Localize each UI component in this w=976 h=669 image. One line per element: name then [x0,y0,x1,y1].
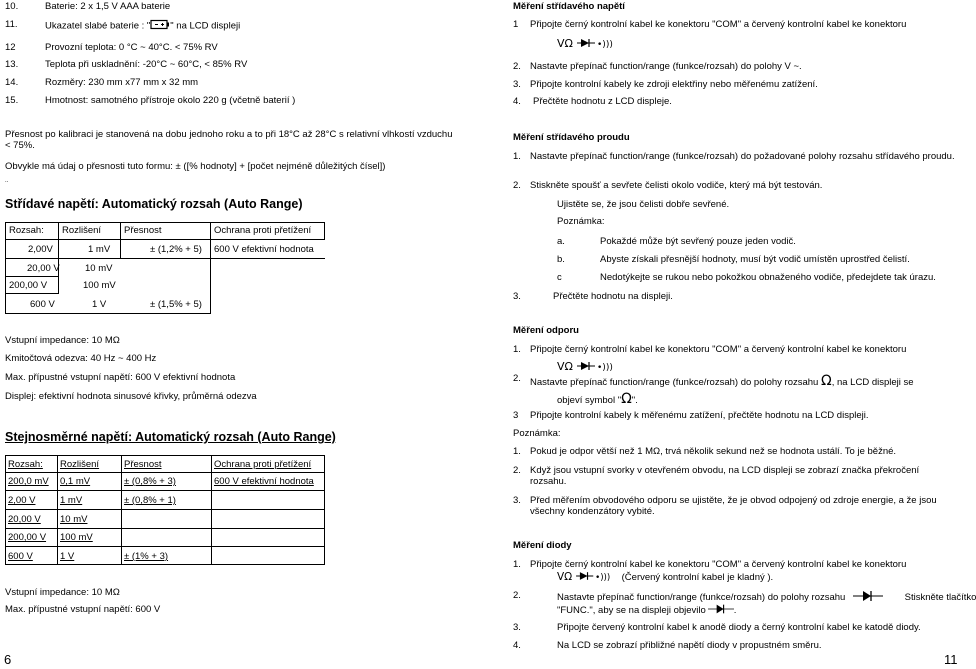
spec-num: 11. [5,19,18,30]
svg-text:•))): •))) [595,572,611,583]
spec-num: 10. [5,1,19,12]
dcv-note: Max. přípustné vstupní napětí: 600 V [5,604,161,615]
step-text: Přečtěte hodnotu na displeji. [553,291,673,302]
table-cell: ± (1% + 3) [124,551,169,562]
step-num: 2. [513,465,521,476]
step-num: 1 [513,19,519,30]
spec-num: 14. [5,77,19,88]
spec-text: Ukazatel slabé baterie : " " na LCD displeji [45,20,241,32]
step-num: 3. [513,79,521,90]
accuracy-note: Přesnost po kalibraci je stanovená na dobu jednoho roku a to při 18°C až 28°C s relativní vlhkostí vzduchu < 75%. [5,129,453,152]
table-cell: 2,00V [28,244,53,255]
step-num: 2. [513,373,521,384]
step-num: 3. [513,622,521,633]
table-cell: 600 V [8,551,33,562]
step-num: 4. [513,640,521,651]
table-cell: 20,00 V [27,263,60,274]
step-text: Nastavte přepínač function/range (funkce/rozsah) do polohy rozsahu Ω, na LCD displeji se [530,373,914,389]
dcv-note: Vstupní impedance: 10 MΩ [5,587,120,598]
step-text: objeví symbol "Ω". [557,391,638,407]
step-num: 2. [513,590,521,601]
jack-symbol-icon [557,36,622,53]
omega-symbol: Ω [621,391,632,407]
step-num: 1. [513,344,521,355]
step-num: 1. [513,151,521,162]
svg-text:•))): •))) [597,363,613,373]
ac-current-title: Měření střídavého proudu [513,132,630,143]
table-cell: 100 mV [60,532,93,543]
step-text: VΩ •))) (Červený kontrolní kabel je kladný ). [557,569,773,586]
acv-note: Max. přípustné vstupní napětí: 600 V efektivní hodnota [5,372,236,383]
svg-text:VΩ: VΩ [557,360,573,373]
step-num: 3. [513,495,521,506]
table-cell: 1 mV [88,244,111,255]
check-text: Ujistěte se, že jsou čelisti dobře sevřené. [557,199,730,210]
note-text: Před měřením obvodového odporu se ujistěte, že je obvod odpojený od zdroje energie, a že jsou všechny kondenzátory vybité. [530,495,937,518]
table-header: Přesnost [124,225,162,236]
jack-symbol-icon [557,569,619,586]
table-header: Ochrana proti přetížení [214,459,312,470]
table-cell: 10 mV [60,514,88,525]
step-num: 3 [513,410,519,421]
battery-icon [150,19,170,33]
dcv-title: Stejnosměrné napětí: Automatický rozsah (Auto Range) [5,430,336,444]
step-text: Připojte černý kontrolní kabel ke konektoru "COM" a červený kontrolní kabel ke konektoru [530,344,907,355]
table-header: Přesnost [124,459,162,470]
step-num: 3. [513,291,521,302]
diode-title: Měření diody [513,540,572,551]
note-letter: c [557,272,562,283]
step-text: Připojte kontrolní kabely ke zdroji elektřiny nebo měřenému zatížení. [530,79,818,90]
table-cell: 1 mV [60,495,83,506]
acv-note: Kmitočtová odezva: 40 Hz ~ 400 Hz [5,353,157,364]
table-cell: 600 V efektivní hodnota [214,476,314,487]
acv-note: Displej: efektivní hodnota sinusové křivky, průměrná odezva [5,391,257,402]
spec-text: Teplota při uskladnění: -20°C ~ 60°C, < 85% RV [45,59,248,70]
omega-symbol: Ω [820,373,832,389]
table-header: Rozsah: [9,225,44,236]
table-cell: ± (0,8% + 1) [124,495,176,506]
table-cell: 1 V [60,551,75,562]
note-text: Abyste získali přesnější hodnoty, musí být vodič umístěn uprostřed čelistí. [600,254,910,265]
step-text: Připojte černý kontrolní kabel ke konektoru "COM" a červený kontrolní kabel ke konektoru [530,19,907,30]
step-num: 4. [513,96,521,107]
table-cell: 100 mV [83,280,116,291]
table-cell: ± (1,2% + 5) [150,244,202,255]
diode-icon [708,603,734,618]
table-header: Rozlišení [62,225,102,236]
table-cell: 2,00 V [8,495,36,506]
step-text: Na LCD se zobrazí přibližné napětí diody v propustném směru. [557,640,822,651]
note-text: Pokud je odpor větší než 1 MΩ, trvá několik sekund než se hodnota ustálí. To je běžné. [530,446,897,457]
note-letter: b. [557,254,565,265]
table-header: Rozsah: [8,459,43,470]
note-text: Nedotýkejte se rukou nebo pokožkou obnaženého vodiče, předejdete tak úrazu. [600,272,936,283]
table-cell: 200,0 mV [8,476,49,487]
table-cell: 200,00 V [8,532,47,543]
step-num: 1. [513,559,521,570]
spec-text: Rozměry: 230 mm x77 mm x 32 mm [45,77,199,88]
page-number-left: 6 [4,652,12,667]
table-cell: 200,00 V [9,280,48,291]
spec-num: 12 [5,42,16,53]
svg-text:•))): •))) [597,40,613,50]
acv-title: Střídavé napětí: Automatický rozsah (Auto Range) [5,197,303,211]
table-cell: 0,1 mV [60,476,91,487]
diode-icon [853,590,883,605]
spec-num: 15. [5,95,19,106]
step-num: 1. [513,446,521,457]
step-text: Nastavte přepínač function/range (funkce/rozsah) do požadované polohy rozsahu střídavého proudu. [530,151,955,162]
note-letter: a. [557,236,565,247]
resistance-title: Měření odporu [513,325,579,336]
spec-text: Hmotnost: samotného přístroje okolo 220 g (včetně baterií ) [45,95,296,106]
acv-note: Vstupní impedance: 10 MΩ [5,335,120,346]
ac-voltage-title: Měření střídavého napětí [513,1,625,12]
table-cell: 1 V [92,299,107,310]
step-text: Stiskněte spoušť a sevřete čelisti okolo vodiče, který má být testován. [530,180,823,191]
table-cell: 20,00 V [8,514,41,525]
table-cell: 600 V [30,299,55,310]
note-text: Pokaždé může být sevřený pouze jeden vodič. [600,236,796,247]
table-cell: ± (0,8% + 3) [124,476,176,487]
table-cell: 10 mV [85,263,113,274]
step-text: Připojte kontrolní kabely k měřenému zatížení, přečtěte hodnotu na LCD displeji. [530,410,869,421]
tiny-mark: .. [5,178,9,184]
note-label: Poznámka: [513,428,561,439]
table-header: Rozlišení [60,459,100,470]
table-cell: 600 V efektivní hodnota [214,244,314,255]
step-num: 2. [513,180,521,191]
step-text: Připojte červený kontrolní kabel k anodě diody a černý kontrolní kabel ke katodě diody. [557,622,921,633]
table-header: Ochrana proti přetížení [214,225,312,236]
accuracy-formula: Obvykle má údaj o přesnosti tuto formu: ± ([% hodnoty] + [počet nejméně důležitých čísel]) [5,161,386,172]
note-text: Když jsou vstupní svorky v otevřeném obvodu, na LCD displeji se zobrazí značka překročení rozsahu. [530,465,920,488]
note-label: Poznámka: [557,216,605,227]
step-text: Přečtěte hodnotu z LCD displeje. [533,96,672,107]
step-num: 2. [513,61,521,72]
page-number-right: 11 [944,652,958,667]
step-text: Nastavte přepínač function/range (funkce/rozsah) do polohy V ~. [530,61,802,72]
svg-text:VΩ: VΩ [557,37,573,50]
step-text: Nastavte přepínač function/range (funkce/rozsah) do polohy rozsahu Stiskněte tlačítko [557,590,976,605]
svg-text:VΩ: VΩ [557,570,573,583]
spec-text: Provozní teplota: 0 °C ~ 40°C. < 75% RV [45,42,218,53]
spec-num: 13. [5,59,19,70]
step-text: Připojte černý kontrolní kabel ke konektoru "COM" a červený kontrolní kabel ke konektoru [530,559,907,570]
step-text: "FUNC.", aby se na displeji objevilo . [557,603,736,618]
spec-text: Baterie: 2 x 1,5 V AAA baterie [45,1,171,12]
table-cell: ± (1,5% + 5) [150,299,202,310]
